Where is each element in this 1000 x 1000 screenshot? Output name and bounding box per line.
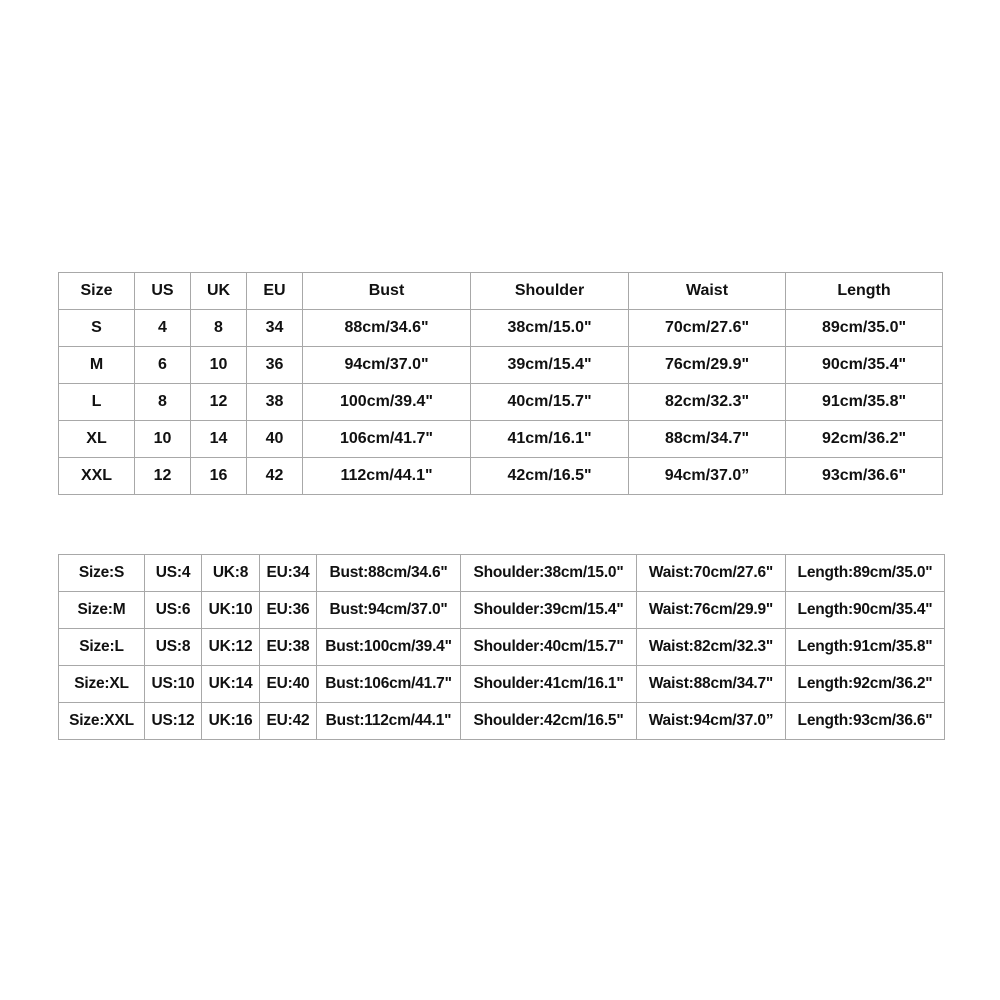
table-cell: US:10 [145, 666, 202, 703]
table-cell: Bust:88cm/34.6" [317, 555, 461, 592]
table-cell: Size:M [59, 592, 145, 629]
table-row [59, 629, 945, 666]
table-row [59, 703, 945, 740]
table-cell: Shoulder:41cm/16.1" [461, 666, 637, 703]
header-cell: EU [247, 273, 303, 310]
table-cell: Bust:100cm/39.4" [317, 629, 461, 666]
table-cell: 4 [135, 310, 191, 347]
table-row [59, 666, 945, 703]
table-cell: 38cm/15.0" [471, 310, 629, 347]
table-cell: Bust:106cm/41.7" [317, 666, 461, 703]
table-cell: 89cm/35.0" [786, 310, 943, 347]
table-cell: UK:14 [202, 666, 260, 703]
table-cell: 40cm/15.7" [471, 384, 629, 421]
table-cell: 12 [135, 458, 191, 495]
table-cell: 12 [191, 384, 247, 421]
header-cell: Bust [303, 273, 471, 310]
table-cell: Length:93cm/36.6" [786, 703, 945, 740]
table-cell: 91cm/35.8" [786, 384, 943, 421]
table-cell: 8 [191, 310, 247, 347]
table-cell: US:12 [145, 703, 202, 740]
table-cell: EU:38 [260, 629, 317, 666]
table-cell: EU:42 [260, 703, 317, 740]
table-cell: Size:XXL [59, 703, 145, 740]
table-cell: 42 [247, 458, 303, 495]
table-cell: 14 [191, 421, 247, 458]
table-cell: L [59, 384, 135, 421]
header-cell: Length [786, 273, 943, 310]
table-cell: M [59, 347, 135, 384]
table-cell: Length:89cm/35.0" [786, 555, 945, 592]
table-cell: 70cm/27.6" [629, 310, 786, 347]
table-header-row [59, 273, 943, 310]
table-cell: US:6 [145, 592, 202, 629]
table-cell: 42cm/16.5" [471, 458, 629, 495]
table-cell: 82cm/32.3" [629, 384, 786, 421]
table-cell: 39cm/15.4" [471, 347, 629, 384]
table-cell: EU:40 [260, 666, 317, 703]
table-cell: 88cm/34.7" [629, 421, 786, 458]
table-cell: 34 [247, 310, 303, 347]
table-cell: 36 [247, 347, 303, 384]
table-cell: UK:12 [202, 629, 260, 666]
header-cell: Size [59, 273, 135, 310]
table-cell: Waist:70cm/27.6" [637, 555, 786, 592]
table-cell: UK:16 [202, 703, 260, 740]
table-cell: Shoulder:40cm/15.7" [461, 629, 637, 666]
table-cell: EU:36 [260, 592, 317, 629]
table-cell: 94cm/37.0" [303, 347, 471, 384]
table-cell: 106cm/41.7" [303, 421, 471, 458]
table-cell: Length:90cm/35.4" [786, 592, 945, 629]
table-row [59, 592, 945, 629]
table-cell: Bust:112cm/44.1" [317, 703, 461, 740]
table-cell: Size:XL [59, 666, 145, 703]
header-cell: US [135, 273, 191, 310]
table-cell: Length:92cm/36.2" [786, 666, 945, 703]
table-cell: US:4 [145, 555, 202, 592]
table-row [59, 421, 943, 458]
table-cell: UK:10 [202, 592, 260, 629]
table-cell: Length:91cm/35.8" [786, 629, 945, 666]
table-cell: Size:S [59, 555, 145, 592]
table-cell: Waist:76cm/29.9" [637, 592, 786, 629]
table-cell: US:8 [145, 629, 202, 666]
table-cell: 100cm/39.4" [303, 384, 471, 421]
header-cell: Waist [629, 273, 786, 310]
table-cell: 90cm/35.4" [786, 347, 943, 384]
table-cell: 112cm/44.1" [303, 458, 471, 495]
table-cell: 93cm/36.6" [786, 458, 943, 495]
table-cell: Waist:82cm/32.3" [637, 629, 786, 666]
table-cell: EU:34 [260, 555, 317, 592]
table-cell: Shoulder:42cm/16.5" [461, 703, 637, 740]
table-cell: 41cm/16.1" [471, 421, 629, 458]
header-cell: Shoulder [471, 273, 629, 310]
table-cell: 88cm/34.6" [303, 310, 471, 347]
table-cell: 8 [135, 384, 191, 421]
table-cell: Shoulder:39cm/15.4" [461, 592, 637, 629]
table-row [59, 458, 943, 495]
size-chart-table [58, 272, 943, 495]
table-cell: 6 [135, 347, 191, 384]
table-cell: 40 [247, 421, 303, 458]
table-cell: Waist:88cm/34.7" [637, 666, 786, 703]
table-cell: 76cm/29.9" [629, 347, 786, 384]
table-cell: Shoulder:38cm/15.0" [461, 555, 637, 592]
table-cell: 92cm/36.2" [786, 421, 943, 458]
table-cell: S [59, 310, 135, 347]
table-row [59, 347, 943, 384]
table-row [59, 555, 945, 592]
table-row [59, 384, 943, 421]
table-cell: XL [59, 421, 135, 458]
table-cell: 94cm/37.0” [629, 458, 786, 495]
table-cell: UK:8 [202, 555, 260, 592]
size-list-table [58, 554, 945, 740]
table-cell: Size:L [59, 629, 145, 666]
table-cell: 10 [191, 347, 247, 384]
table-cell: 16 [191, 458, 247, 495]
table-cell: 10 [135, 421, 191, 458]
table-cell: Bust:94cm/37.0" [317, 592, 461, 629]
table-cell: 38 [247, 384, 303, 421]
header-cell: UK [191, 273, 247, 310]
table-cell: XXL [59, 458, 135, 495]
table-cell: Waist:94cm/37.0” [637, 703, 786, 740]
table-row [59, 310, 943, 347]
